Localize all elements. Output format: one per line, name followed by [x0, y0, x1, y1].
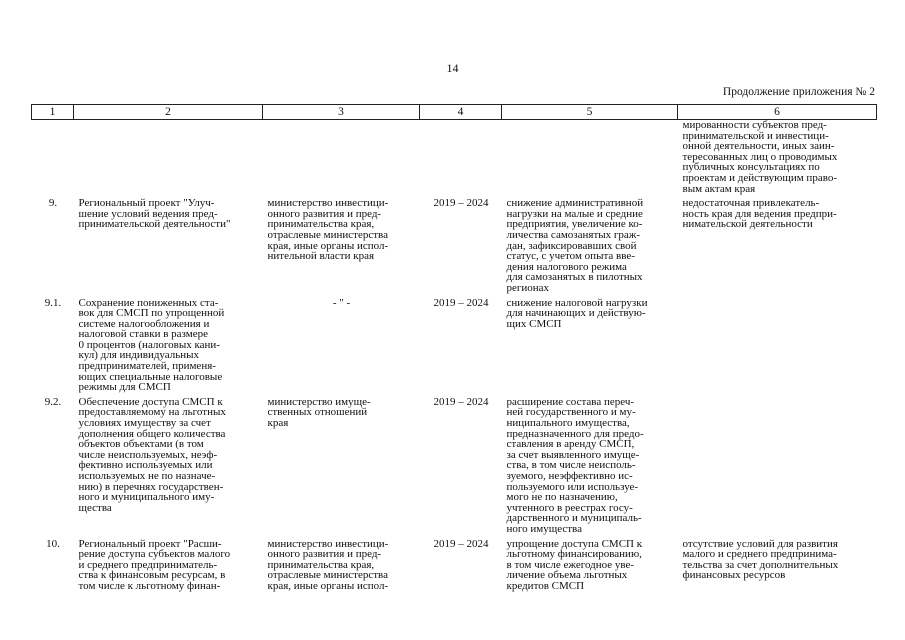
header-col-6: 6	[678, 105, 877, 120]
cell-empty	[32, 120, 74, 199]
cell-result: снижение административной нагрузки на малые и средние предприятия, увеличение ко- личества самозанятых граж- дан, зафиксировавших свой статус, с учетом опыта вве- дения налогового режима для самозанятых в пилотных регионах	[506, 197, 644, 294]
table-row-carry-over	[32, 120, 877, 199]
cell-empty	[263, 120, 420, 199]
cell-empty	[74, 120, 263, 199]
cell-executor: министерство имуще- ственных отношений края	[267, 395, 371, 430]
cell-result: расширение состава переч- ней государственного и му- ниципального имущества, предназначенного для предо- ставления в аренду СМСП, за счет выявленного имуще- ства, в том числе неисполь- зуемого, неэффективно ис- пользуемого или используе- мого не по назначению, учтенного в реестрах госу- дарственного и муниципаль- ного имущества	[506, 395, 644, 535]
cell-consequence: отсутствие условий для развития малого и среднего предпринима- тельства за счет дополнительных финансовых ресурсов	[682, 537, 839, 582]
appendix-table	[31, 104, 877, 596]
cell-period: 2019 – 2024	[433, 537, 489, 550]
cell-number: 9.2.	[44, 395, 62, 408]
cell-executor: - " -	[332, 296, 351, 309]
cell-period: 2019 – 2024	[433, 296, 489, 309]
table-row	[32, 298, 877, 397]
page-number: 14	[446, 61, 459, 75]
table-row	[32, 198, 877, 297]
cell-name: Сохранение пониженных ста- вок для СМСП по упрощенной системе налогообложения и налоговой ставки в размере 0 процентов (налоговых кани- кул) для индивидуальных предпринимателей, применя- ющих специальные налоговые режимы для СМСП	[78, 296, 225, 394]
cell-empty	[502, 120, 678, 199]
cell-consequence: недостаточная привлекатель- ность края для ведения предпри- нимательской деятельности	[682, 197, 837, 231]
cell-consequence	[678, 298, 877, 397]
cell-empty	[420, 120, 502, 199]
cell-number: 9.	[48, 197, 58, 210]
header-col-3: 3	[263, 105, 420, 120]
cell-executor: министерство инвестици- онного развития и пред- принимательства края, отраслевые министерства края, иные органы испол- нительной власти края	[267, 197, 389, 263]
cell-name: Обеспечение доступа СМСП к предоставляемому на льготных условиях имуществу за счет дополнения общего количества объектов объектами (в том числе неиспользуемых, неэф- фективно используемых или используемых не по назначе- нию) в перечнях государствен- ного и муниципального иму- щества	[78, 395, 226, 514]
table-row	[32, 539, 877, 596]
header-col-5: 5	[502, 105, 678, 120]
cell-consequence	[678, 397, 877, 539]
table-row	[32, 397, 877, 539]
cell-number: 9.1.	[44, 296, 62, 309]
cell-period: 2019 – 2024	[433, 395, 489, 408]
cell-number: 10.	[46, 537, 60, 550]
appendix-continuation-label: Продолжение приложения № 2	[722, 86, 875, 98]
cell-executor: министерство инвестици- онного развития и пред- принимательства края, отраслевые министерства края, иные органы испол-	[267, 537, 389, 592]
cell-name: Региональный проект "Улуч- шение условий ведения пред- принимательской деятельности"	[78, 197, 231, 231]
cell-result: упрощение доступа СМСП к льготному финансированию, в том числе ежегодное уве- личение объема льготных кредитов СМСП	[506, 537, 643, 592]
cell-name: Региональный проект "Расши- рение доступа субъектов малого и среднего предприниматель- ства к финансовым ресурсам, в том числе к льготному финан-	[78, 537, 231, 592]
header-col-1: 1	[32, 105, 74, 120]
cell-result: снижение налоговой нагрузки для начинающих и действую- щих СМСП	[506, 296, 648, 330]
header-col-4: 4	[420, 105, 502, 120]
cell-period: 2019 – 2024	[433, 197, 489, 210]
table-header-row	[32, 105, 877, 120]
header-col-2: 2	[74, 105, 263, 120]
cell-consequence: мированности субъектов пред- принимательской и инвестици- онной деятельности, иных заин- тересованных лиц о проводимых публичных консультациях по проектам и действующим право- вым актам края	[682, 119, 838, 195]
